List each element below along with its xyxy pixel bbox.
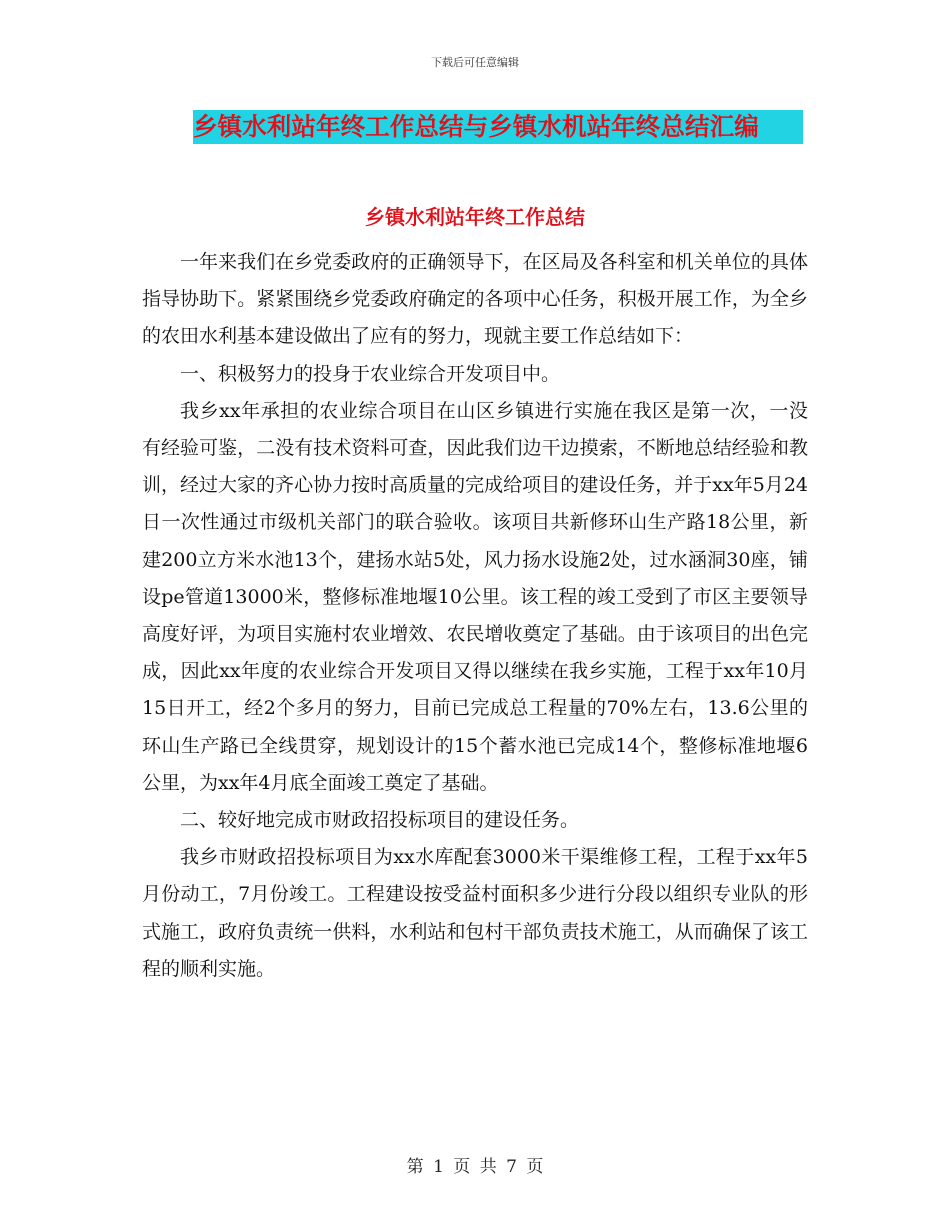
paragraph-intro: 一年来我们在乡党委政府的正确领导下，在区局及各科室和机关单位的具体指导协助下。紧紧围绕乡党委政府确定的各项中心任务，积极开展工作，为全乡的农田水利基本建设做出了应有的努力，现就主要工作总结如下：: [142, 251, 808, 348]
page-footer: 第 1 页 共 7 页: [406, 1157, 544, 1177]
paragraph-agri-project: 我乡xx年承担的农业综合项目在山区乡镇进行实施在我区是第一次，一没有经验可鉴，二没有技术资料可查，因此我们边干边摸索，不断地总结经验和教训，经过大家的齐心协力按时高质量的完成给项目的建设任务，并于xx年5月24日一次性通过市级机关部门的联合验收。该项目共新修环山生产路18公里，新建200立方米水池13个，建扬水站5处，风力扬水设施2处，过水涵洞30座，铺设pe管道13000米，整修标准地堰10公里。该工程的竣工受到了市区主要领导高度好评，为项目实施村农业增效、农民增收奠定了基础。由于该项目的出色完成，因此xx年度的农业综合开发项目又得以继续在我乡实施，工程于xx年10月15日开工，经2个多月的努力，目前已完成总工程量的70%左右，13.6公里的环山生产路已全线贯穿，规划设计的15个蓄水池已完成14个，整修标准地堰6公里，为xx年4月底全面竣工奠定了基础。: [142, 399, 808, 794]
paragraph-heading-2: 二、较好地完成市财政招投标项目的建设任务。: [180, 809, 580, 832]
document-title: 乡镇水利站年终工作总结与乡镇水机站年终总结汇编: [193, 110, 803, 144]
paragraph-heading-1: 一、积极努力的投身于农业综合开发项目中。: [180, 362, 561, 385]
header-note: 下载后可任意编辑: [431, 56, 519, 69]
paragraph-finance-project: 我乡市财政招投标项目为xx水库配套3000米干渠维修工程，工程于xx年5月份动工，7月份竣工。工程建设按受益村面积多少进行分段以组织专业队的形式施工，政府负责统一供料，水利站和包村干部负责技术施工，从而确保了该工程的顺利实施。: [142, 846, 808, 980]
body-text: [142, 244, 808, 988]
section-title: 乡镇水利站年终工作总结: [365, 205, 585, 229]
